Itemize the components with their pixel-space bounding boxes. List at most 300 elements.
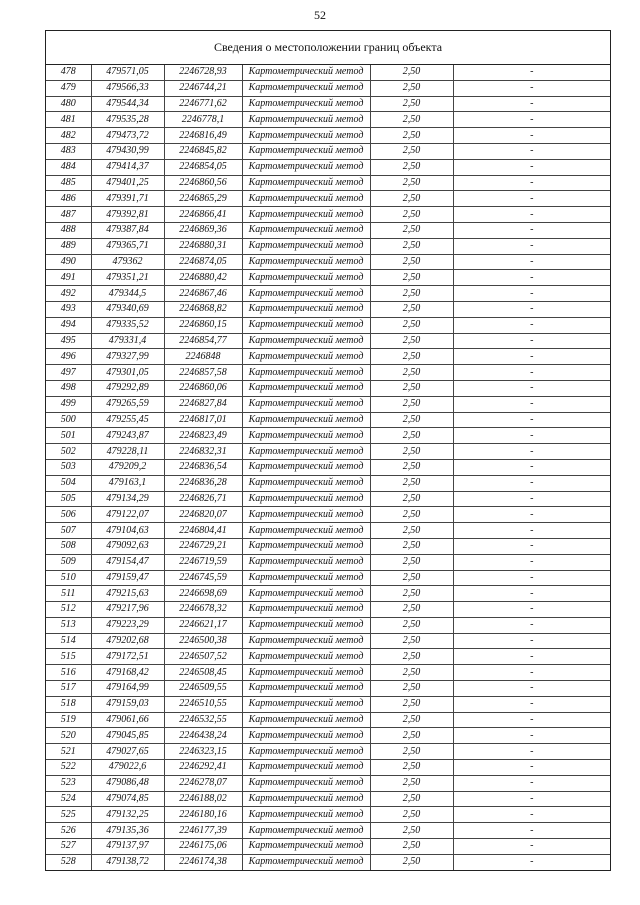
note-cell: - xyxy=(453,128,610,144)
point-number-cell: 516 xyxy=(46,665,91,681)
note-cell: - xyxy=(453,238,610,254)
x-coordinate-cell: 479335,52 xyxy=(91,317,164,333)
accuracy-cell: 2,50 xyxy=(370,681,453,697)
x-coordinate-cell: 479135,36 xyxy=(91,823,164,839)
note-cell: - xyxy=(453,649,610,665)
x-coordinate-cell: 479154,47 xyxy=(91,554,164,570)
note-cell: - xyxy=(453,681,610,697)
method-cell: Картометрический метод xyxy=(242,760,370,776)
y-coordinate-cell: 2246509,55 xyxy=(164,681,242,697)
note-cell: - xyxy=(453,143,610,159)
y-coordinate-cell: 2246507,52 xyxy=(164,649,242,665)
y-coordinate-cell: 2246678,32 xyxy=(164,602,242,618)
point-number-cell: 512 xyxy=(46,602,91,618)
note-cell: - xyxy=(453,491,610,507)
method-cell: Картометрический метод xyxy=(242,412,370,428)
y-coordinate-cell: 2246857,58 xyxy=(164,365,242,381)
table-row xyxy=(46,681,610,697)
x-coordinate-cell: 479215,63 xyxy=(91,586,164,602)
table-row xyxy=(46,633,610,649)
point-number-cell: 524 xyxy=(46,791,91,807)
table-row xyxy=(46,412,610,428)
y-coordinate-cell: 2246778,1 xyxy=(164,112,242,128)
accuracy-cell: 2,50 xyxy=(370,507,453,523)
point-number-cell: 480 xyxy=(46,96,91,112)
point-number-cell: 513 xyxy=(46,617,91,633)
method-cell: Картометрический метод xyxy=(242,301,370,317)
y-coordinate-cell: 2246868,82 xyxy=(164,301,242,317)
accuracy-cell: 2,50 xyxy=(370,286,453,302)
x-coordinate-cell: 479351,21 xyxy=(91,270,164,286)
point-number-cell: 527 xyxy=(46,839,91,855)
y-coordinate-cell: 2246278,07 xyxy=(164,775,242,791)
accuracy-cell: 2,50 xyxy=(370,222,453,238)
accuracy-cell: 2,50 xyxy=(370,712,453,728)
table-row xyxy=(46,112,610,128)
y-coordinate-cell: 2246180,16 xyxy=(164,807,242,823)
method-cell: Картометрический метод xyxy=(242,602,370,618)
accuracy-cell: 2,50 xyxy=(370,791,453,807)
method-cell: Картометрический метод xyxy=(242,128,370,144)
accuracy-cell: 2,50 xyxy=(370,444,453,460)
note-cell: - xyxy=(453,412,610,428)
point-number-cell: 484 xyxy=(46,159,91,175)
method-cell: Картометрический метод xyxy=(242,428,370,444)
point-number-cell: 515 xyxy=(46,649,91,665)
method-cell: Картометрический метод xyxy=(242,665,370,681)
y-coordinate-cell: 2246880,31 xyxy=(164,238,242,254)
x-coordinate-cell: 479473,72 xyxy=(91,128,164,144)
point-number-cell: 506 xyxy=(46,507,91,523)
point-number-cell: 528 xyxy=(46,854,91,869)
method-cell: Картометрический метод xyxy=(242,286,370,302)
table-row xyxy=(46,143,610,159)
accuracy-cell: 2,50 xyxy=(370,523,453,539)
accuracy-cell: 2,50 xyxy=(370,744,453,760)
y-coordinate-cell: 2246848 xyxy=(164,349,242,365)
table-row xyxy=(46,744,610,760)
y-coordinate-cell: 2246823,49 xyxy=(164,428,242,444)
note-cell: - xyxy=(453,728,610,744)
x-coordinate-cell: 479086,48 xyxy=(91,775,164,791)
point-number-cell: 488 xyxy=(46,222,91,238)
x-coordinate-cell: 479159,03 xyxy=(91,696,164,712)
accuracy-cell: 2,50 xyxy=(370,760,453,776)
x-coordinate-cell: 479104,63 xyxy=(91,523,164,539)
table-row xyxy=(46,791,610,807)
accuracy-cell: 2,50 xyxy=(370,586,453,602)
accuracy-cell: 2,50 xyxy=(370,191,453,207)
table-row xyxy=(46,207,610,223)
point-number-cell: 520 xyxy=(46,728,91,744)
page-number: 52 xyxy=(314,8,326,22)
point-number-cell: 519 xyxy=(46,712,91,728)
x-coordinate-cell: 479202,68 xyxy=(91,633,164,649)
boundary-points-table xyxy=(46,65,610,870)
note-cell: - xyxy=(453,839,610,855)
note-cell: - xyxy=(453,112,610,128)
y-coordinate-cell: 2246698,69 xyxy=(164,586,242,602)
method-cell: Картометрический метод xyxy=(242,538,370,554)
point-number-cell: 501 xyxy=(46,428,91,444)
accuracy-cell: 2,50 xyxy=(370,238,453,254)
method-cell: Картометрический метод xyxy=(242,854,370,869)
table-row xyxy=(46,301,610,317)
point-number-cell: 497 xyxy=(46,365,91,381)
accuracy-cell: 2,50 xyxy=(370,159,453,175)
x-coordinate-cell: 479138,72 xyxy=(91,854,164,869)
method-cell: Картометрический метод xyxy=(242,744,370,760)
y-coordinate-cell: 2246869,36 xyxy=(164,222,242,238)
method-cell: Картометрический метод xyxy=(242,238,370,254)
y-coordinate-cell: 2246836,28 xyxy=(164,475,242,491)
note-cell: - xyxy=(453,744,610,760)
table-row xyxy=(46,175,610,191)
y-coordinate-cell: 2246816,49 xyxy=(164,128,242,144)
method-cell: Картометрический метод xyxy=(242,823,370,839)
point-number-cell: 522 xyxy=(46,760,91,776)
method-cell: Картометрический метод xyxy=(242,459,370,475)
table-row xyxy=(46,554,610,570)
x-coordinate-cell: 479163,1 xyxy=(91,475,164,491)
table-row xyxy=(46,333,610,349)
x-coordinate-cell: 479159,47 xyxy=(91,570,164,586)
note-cell: - xyxy=(453,428,610,444)
method-cell: Картометрический метод xyxy=(242,807,370,823)
accuracy-cell: 2,50 xyxy=(370,112,453,128)
y-coordinate-cell: 2246854,05 xyxy=(164,159,242,175)
x-coordinate-cell: 479255,45 xyxy=(91,412,164,428)
method-cell: Картометрический метод xyxy=(242,681,370,697)
accuracy-cell: 2,50 xyxy=(370,649,453,665)
accuracy-cell: 2,50 xyxy=(370,728,453,744)
table-row xyxy=(46,349,610,365)
method-cell: Картометрический метод xyxy=(242,80,370,96)
note-cell: - xyxy=(453,475,610,491)
x-coordinate-cell: 479132,25 xyxy=(91,807,164,823)
method-cell: Картометрический метод xyxy=(242,349,370,365)
table-row xyxy=(46,96,610,112)
note-cell: - xyxy=(453,222,610,238)
point-number-cell: 478 xyxy=(46,65,91,80)
method-cell: Картометрический метод xyxy=(242,586,370,602)
point-number-cell: 487 xyxy=(46,207,91,223)
method-cell: Картометрический метод xyxy=(242,712,370,728)
y-coordinate-cell: 2246323,15 xyxy=(164,744,242,760)
note-cell: - xyxy=(453,396,610,412)
y-coordinate-cell: 2246817,01 xyxy=(164,412,242,428)
point-number-cell: 493 xyxy=(46,301,91,317)
x-coordinate-cell: 479122,07 xyxy=(91,507,164,523)
table-row xyxy=(46,428,610,444)
y-coordinate-cell: 2246845,82 xyxy=(164,143,242,159)
y-coordinate-cell: 2246836,54 xyxy=(164,459,242,475)
note-cell: - xyxy=(453,523,610,539)
point-number-cell: 504 xyxy=(46,475,91,491)
method-cell: Картометрический метод xyxy=(242,191,370,207)
table-row xyxy=(46,191,610,207)
table-row xyxy=(46,365,610,381)
x-coordinate-cell: 479331,4 xyxy=(91,333,164,349)
x-coordinate-cell: 479344,5 xyxy=(91,286,164,302)
accuracy-cell: 2,50 xyxy=(370,143,453,159)
x-coordinate-cell: 479401,25 xyxy=(91,175,164,191)
accuracy-cell: 2,50 xyxy=(370,80,453,96)
method-cell: Картометрический метод xyxy=(242,507,370,523)
point-number-cell: 485 xyxy=(46,175,91,191)
point-number-cell: 526 xyxy=(46,823,91,839)
method-cell: Картометрический метод xyxy=(242,475,370,491)
table-row xyxy=(46,823,610,839)
x-coordinate-cell: 479223,29 xyxy=(91,617,164,633)
note-cell: - xyxy=(453,538,610,554)
note-cell: - xyxy=(453,65,610,80)
note-cell: - xyxy=(453,96,610,112)
accuracy-cell: 2,50 xyxy=(370,570,453,586)
table-row xyxy=(46,254,610,270)
point-number-cell: 499 xyxy=(46,396,91,412)
method-cell: Картометрический метод xyxy=(242,222,370,238)
note-cell: - xyxy=(453,191,610,207)
y-coordinate-cell: 2246867,46 xyxy=(164,286,242,302)
table-row xyxy=(46,538,610,554)
accuracy-cell: 2,50 xyxy=(370,839,453,855)
note-cell: - xyxy=(453,159,610,175)
table-row xyxy=(46,775,610,791)
x-coordinate-cell: 479391,71 xyxy=(91,191,164,207)
table-row xyxy=(46,459,610,475)
point-number-cell: 492 xyxy=(46,286,91,302)
x-coordinate-cell: 479362 xyxy=(91,254,164,270)
accuracy-cell: 2,50 xyxy=(370,396,453,412)
table-row xyxy=(46,222,610,238)
y-coordinate-cell: 2246508,45 xyxy=(164,665,242,681)
method-cell: Картометрический метод xyxy=(242,159,370,175)
table-row xyxy=(46,696,610,712)
y-coordinate-cell: 2246820,07 xyxy=(164,507,242,523)
method-cell: Картометрический метод xyxy=(242,523,370,539)
accuracy-cell: 2,50 xyxy=(370,854,453,869)
table-row xyxy=(46,760,610,776)
method-cell: Картометрический метод xyxy=(242,143,370,159)
table-row xyxy=(46,491,610,507)
table-row xyxy=(46,286,610,302)
x-coordinate-cell: 479045,85 xyxy=(91,728,164,744)
note-cell: - xyxy=(453,696,610,712)
method-cell: Картометрический метод xyxy=(242,617,370,633)
y-coordinate-cell: 2246827,84 xyxy=(164,396,242,412)
point-number-cell: 525 xyxy=(46,807,91,823)
accuracy-cell: 2,50 xyxy=(370,554,453,570)
point-number-cell: 502 xyxy=(46,444,91,460)
accuracy-cell: 2,50 xyxy=(370,633,453,649)
method-cell: Картометрический метод xyxy=(242,207,370,223)
table-row xyxy=(46,586,610,602)
accuracy-cell: 2,50 xyxy=(370,665,453,681)
point-number-cell: 496 xyxy=(46,349,91,365)
y-coordinate-cell: 2246745,59 xyxy=(164,570,242,586)
point-number-cell: 500 xyxy=(46,412,91,428)
y-coordinate-cell: 2246860,15 xyxy=(164,317,242,333)
y-coordinate-cell: 2246880,42 xyxy=(164,270,242,286)
point-number-cell: 481 xyxy=(46,112,91,128)
y-coordinate-cell: 2246188,02 xyxy=(164,791,242,807)
note-cell: - xyxy=(453,570,610,586)
method-cell: Картометрический метод xyxy=(242,96,370,112)
accuracy-cell: 2,50 xyxy=(370,317,453,333)
x-coordinate-cell: 479387,84 xyxy=(91,222,164,238)
note-cell: - xyxy=(453,665,610,681)
accuracy-cell: 2,50 xyxy=(370,333,453,349)
x-coordinate-cell: 479164,99 xyxy=(91,681,164,697)
accuracy-cell: 2,50 xyxy=(370,65,453,80)
y-coordinate-cell: 2246804,41 xyxy=(164,523,242,539)
y-coordinate-cell: 2246292,41 xyxy=(164,760,242,776)
table-row xyxy=(46,570,610,586)
accuracy-cell: 2,50 xyxy=(370,459,453,475)
x-coordinate-cell: 479022,6 xyxy=(91,760,164,776)
x-coordinate-cell: 479566,33 xyxy=(91,80,164,96)
x-coordinate-cell: 479172,51 xyxy=(91,649,164,665)
y-coordinate-cell: 2246500,38 xyxy=(164,633,242,649)
point-number-cell: 514 xyxy=(46,633,91,649)
table-row xyxy=(46,80,610,96)
boundary-table-frame xyxy=(45,30,611,871)
x-coordinate-cell: 479535,28 xyxy=(91,112,164,128)
point-number-cell: 482 xyxy=(46,128,91,144)
accuracy-cell: 2,50 xyxy=(370,823,453,839)
x-coordinate-cell: 479243,87 xyxy=(91,428,164,444)
note-cell: - xyxy=(453,602,610,618)
point-number-cell: 483 xyxy=(46,143,91,159)
method-cell: Картометрический метод xyxy=(242,728,370,744)
accuracy-cell: 2,50 xyxy=(370,349,453,365)
table-row xyxy=(46,475,610,491)
x-coordinate-cell: 479301,05 xyxy=(91,365,164,381)
point-number-cell: 490 xyxy=(46,254,91,270)
x-coordinate-cell: 479265,59 xyxy=(91,396,164,412)
note-cell: - xyxy=(453,175,610,191)
x-coordinate-cell: 479217,96 xyxy=(91,602,164,618)
point-number-cell: 507 xyxy=(46,523,91,539)
accuracy-cell: 2,50 xyxy=(370,807,453,823)
x-coordinate-cell: 479327,99 xyxy=(91,349,164,365)
note-cell: - xyxy=(453,633,610,649)
y-coordinate-cell: 2246174,38 xyxy=(164,854,242,869)
note-cell: - xyxy=(453,823,610,839)
note-cell: - xyxy=(453,854,610,869)
note-cell: - xyxy=(453,270,610,286)
note-cell: - xyxy=(453,286,610,302)
y-coordinate-cell: 2246874,05 xyxy=(164,254,242,270)
note-cell: - xyxy=(453,586,610,602)
table-row xyxy=(46,523,610,539)
note-cell: - xyxy=(453,444,610,460)
method-cell: Картометрический метод xyxy=(242,317,370,333)
point-number-cell: 505 xyxy=(46,491,91,507)
x-coordinate-cell: 479061,66 xyxy=(91,712,164,728)
accuracy-cell: 2,50 xyxy=(370,775,453,791)
note-cell: - xyxy=(453,301,610,317)
method-cell: Картометрический метод xyxy=(242,396,370,412)
point-number-cell: 511 xyxy=(46,586,91,602)
table-row xyxy=(46,807,610,823)
note-cell: - xyxy=(453,712,610,728)
y-coordinate-cell: 2246860,06 xyxy=(164,380,242,396)
x-coordinate-cell: 479134,29 xyxy=(91,491,164,507)
method-cell: Картометрический метод xyxy=(242,696,370,712)
table-title: Сведения о местоположении границ объекта xyxy=(46,31,610,65)
point-number-cell: 518 xyxy=(46,696,91,712)
table-row xyxy=(46,617,610,633)
x-coordinate-cell: 479168,42 xyxy=(91,665,164,681)
table-row xyxy=(46,159,610,175)
note-cell: - xyxy=(453,617,610,633)
x-coordinate-cell: 479292,89 xyxy=(91,380,164,396)
note-cell: - xyxy=(453,207,610,223)
table-row xyxy=(46,396,610,412)
table-body xyxy=(46,65,610,870)
x-coordinate-cell: 479392,81 xyxy=(91,207,164,223)
table-row xyxy=(46,238,610,254)
accuracy-cell: 2,50 xyxy=(370,617,453,633)
method-cell: Картометрический метод xyxy=(242,65,370,80)
y-coordinate-cell: 2246860,56 xyxy=(164,175,242,191)
x-coordinate-cell: 479228,11 xyxy=(91,444,164,460)
accuracy-cell: 2,50 xyxy=(370,270,453,286)
table-row xyxy=(46,444,610,460)
y-coordinate-cell: 2246729,21 xyxy=(164,538,242,554)
table-row xyxy=(46,65,610,80)
note-cell: - xyxy=(453,459,610,475)
x-coordinate-cell: 479340,69 xyxy=(91,301,164,317)
accuracy-cell: 2,50 xyxy=(370,475,453,491)
accuracy-cell: 2,50 xyxy=(370,380,453,396)
point-number-cell: 508 xyxy=(46,538,91,554)
accuracy-cell: 2,50 xyxy=(370,412,453,428)
note-cell: - xyxy=(453,807,610,823)
table-row xyxy=(46,649,610,665)
method-cell: Картометрический метод xyxy=(242,775,370,791)
point-number-cell: 498 xyxy=(46,380,91,396)
table-row xyxy=(46,839,610,855)
y-coordinate-cell: 2246826,71 xyxy=(164,491,242,507)
y-coordinate-cell: 2246621,17 xyxy=(164,617,242,633)
point-number-cell: 523 xyxy=(46,775,91,791)
note-cell: - xyxy=(453,333,610,349)
x-coordinate-cell: 479209,2 xyxy=(91,459,164,475)
y-coordinate-cell: 2246832,31 xyxy=(164,444,242,460)
table-row xyxy=(46,728,610,744)
method-cell: Картометрический метод xyxy=(242,649,370,665)
note-cell: - xyxy=(453,380,610,396)
note-cell: - xyxy=(453,349,610,365)
note-cell: - xyxy=(453,365,610,381)
y-coordinate-cell: 2246744,21 xyxy=(164,80,242,96)
point-number-cell: 503 xyxy=(46,459,91,475)
table-row xyxy=(46,317,610,333)
accuracy-cell: 2,50 xyxy=(370,128,453,144)
accuracy-cell: 2,50 xyxy=(370,175,453,191)
accuracy-cell: 2,50 xyxy=(370,428,453,444)
x-coordinate-cell: 479414,37 xyxy=(91,159,164,175)
y-coordinate-cell: 2246866,41 xyxy=(164,207,242,223)
accuracy-cell: 2,50 xyxy=(370,538,453,554)
table-row xyxy=(46,712,610,728)
method-cell: Картометрический метод xyxy=(242,112,370,128)
table-row xyxy=(46,270,610,286)
table-row xyxy=(46,854,610,869)
